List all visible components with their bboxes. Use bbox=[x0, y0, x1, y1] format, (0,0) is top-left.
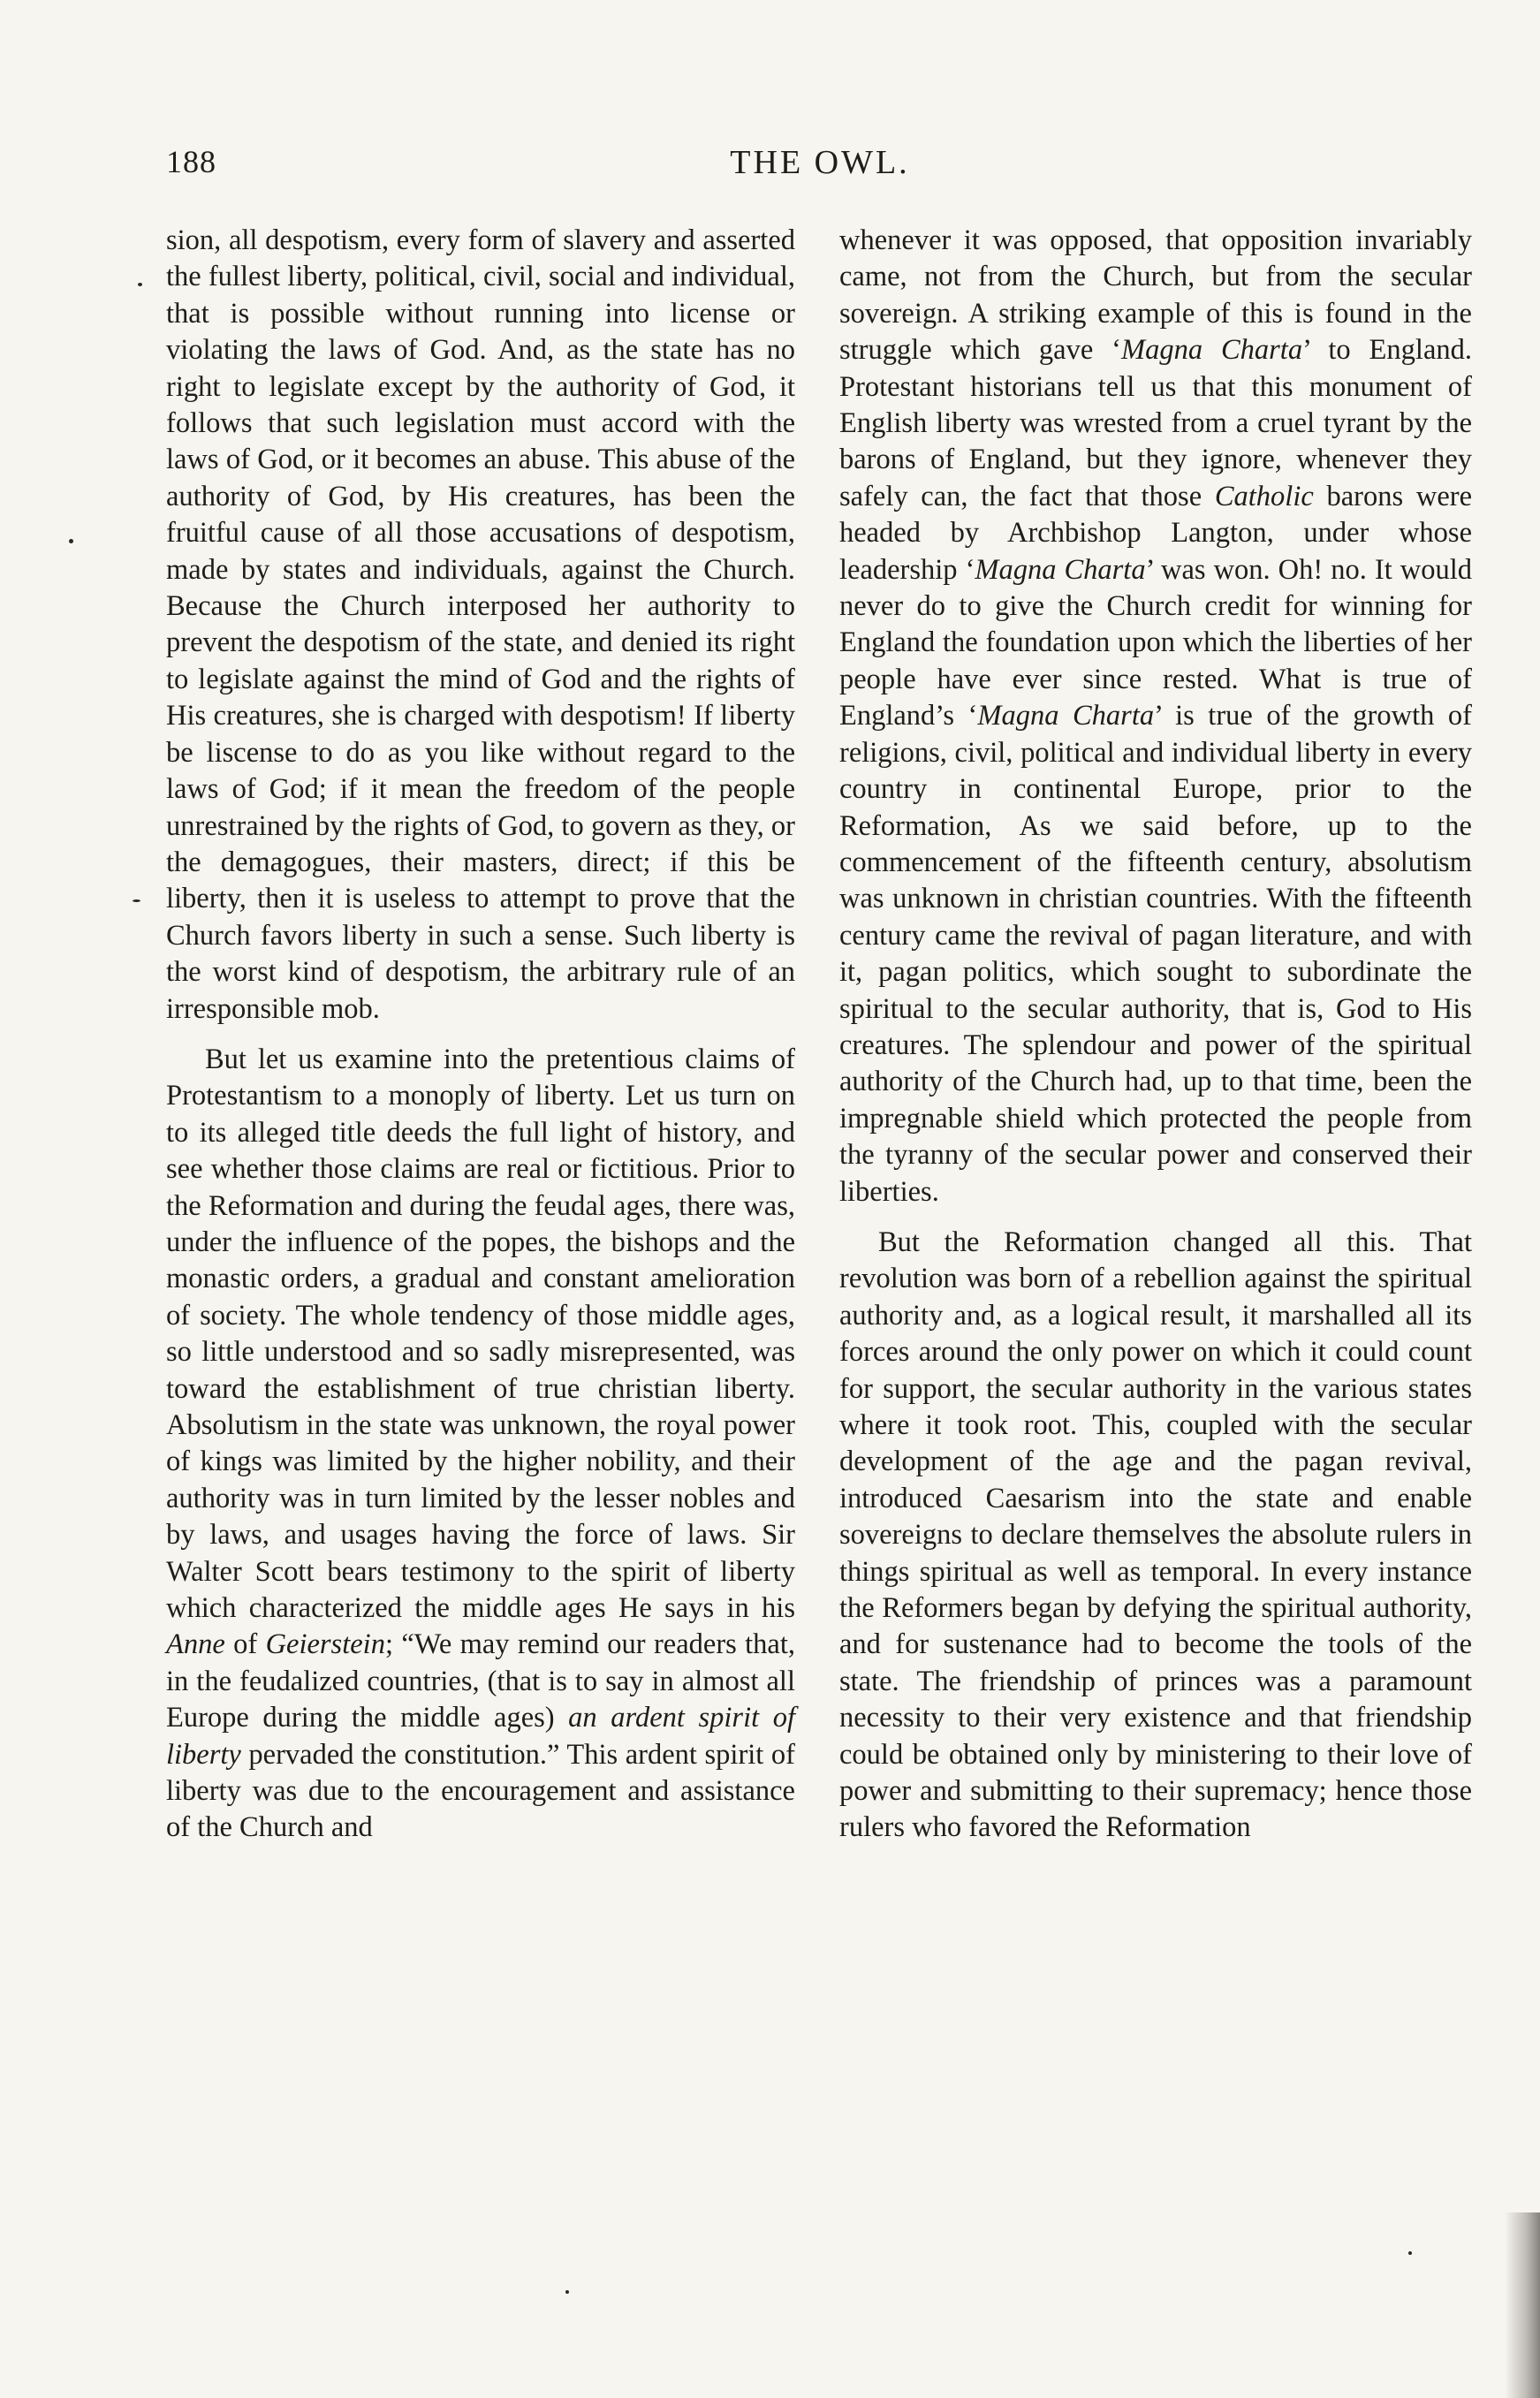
paragraph-text: of bbox=[224, 1628, 266, 1661]
paragraph-text: But let us examine into the pretentious claims of Protestantism to a monoply of liberty. Let us turn on to its alleged title deeds the full light of history, and see whether those claims are real or fictitious. Prior to the Reformation and during the feudal ages, there was, under the influence of the popes, the bishops and the monastic orders, a gradual and constant amelioration of society. The whole tendency of those middle ages, so little understood and so sadly misrepresented, was toward the establishment of true christian liberty. Absolutism in the state was unknown, the royal power of kings was limited by the higher nobility, and their authority was in turn limited by the lesser nobles and by laws, and usages having the force of laws. Sir Walter Scott bears testimony to the spirit of liberty which characterized the middle ages He says in his bbox=[166, 1043, 795, 1625]
paragraph-text: whenever it was opposed, that opposition invariably came, not from the Church, but from the secular sovereign. A striking example of this is found in the struggle which gave ‘ bbox=[839, 224, 1472, 367]
print-speck bbox=[138, 283, 142, 286]
page-edge-shadow bbox=[1505, 2212, 1540, 2398]
print-speck bbox=[69, 539, 73, 543]
italic-term: Magna Charta bbox=[975, 553, 1146, 586]
italic-term: Magna Charta bbox=[1121, 334, 1303, 367]
print-speck bbox=[565, 2290, 569, 2294]
paragraph bbox=[166, 1042, 795, 1847]
paragraph bbox=[839, 1225, 1472, 1847]
paragraph bbox=[839, 223, 1472, 1210]
paragraph-text: pervaded the constitution.” This ardent spirit of liberty was due to the encouragement and assistance of the Church and bbox=[166, 1738, 795, 1844]
running-title: THE OWL. bbox=[730, 144, 910, 181]
book-title-italic: Anne bbox=[166, 1628, 225, 1661]
paragraph bbox=[166, 223, 795, 1028]
paragraph-text: But the Reformation changed all this. That revolution was born of a rebellion against the spiritual authority and, as a logical result, it marshalled all its forces around the only power on which it could count for support, the secular authority in the various states where it took root. This, coupled with the secular development of the age and the pagan revival, introduced Caesarism into the state and enable sovereigns to declare themselves the absolute rulers in things spiritual as well as temporal. In every instance the Reformers began by defying the spiritual authority, and for sustenance had to become the tools of the state. The friendship of princes was a paramount necessity to their very existence and that friendship could be obtained only by ministering to their love of power and submitting to their supremacy; hence those rulers who favored the Reformation bbox=[839, 1226, 1472, 1844]
print-speck bbox=[133, 899, 140, 902]
paragraph-text: ’ is true of the growth of religions, civil, political and individual liberty in every country in continental Europe, prior to the Reformation, As we said before, up to the commencement of the fifteenth century, absolutism was unknown in christian countries. With the fifteenth century came the revival of pagan literature, and with it, pagan politics, which sought to subordinate the spiritual to the secular authority, that is, God to His creatures. The splendour and power of the spiritual authority of the Church had, up to that time, been the impregnable shield which protected the people from the tyranny of the secular power and conserved their liberties. bbox=[839, 700, 1472, 1208]
italic-term: Magna Charta bbox=[977, 700, 1155, 732]
paragraph-text: ’ was won. Oh! no. It would never do to give the Church credit for winning for England the foundation upon which the liberties of her people have ever since rested. What is true of England’s ‘ bbox=[839, 553, 1472, 732]
book-title-italic: Geierstein bbox=[265, 1628, 385, 1661]
paragraph-text: barons were headed by Archbishop Langton, under whose leadership ‘ bbox=[839, 480, 1472, 586]
paragraph-text: ’ to England. Protestant historians tell us that this monument of English liberty was wrested from a cruel tyrant by the barons of England, but they ignore, whenever they safely can, the fact that those bbox=[839, 334, 1472, 512]
left-column bbox=[166, 223, 795, 1847]
right-column bbox=[839, 223, 1472, 1847]
paragraph-text: sion, all despotism, every form of slavery and asserted the fullest liberty, political, civil, social and individual, that is possible without running into license or violating the laws of God. And, as the state has no right to legislate except by the authority of God, it follows that such legislation must accord with the laws of God, or it becomes an abuse. This abuse of the authority of God, by His creatures, has been the fruitful cause of all those accusations of despotism, made by states and individuals, against the Church. Because the Church interposed her authority to prevent the despotism of the state, and denied its right to legislate against the mind of God and the rights of His creatures, she is charged with despotism! If liberty be liscense to do as you like without regard to the laws of God; if it mean the freedom of the people unrestrained by the rights of God, to govern as they, or the demagogues, their masters, direct; if this be liberty, then it is useless to attempt to prove that the Church favors liberty in such a sense. Such liberty is the worst kind of despotism, the arbitrary rule of an irresponsible mob. bbox=[166, 224, 795, 1025]
print-speck bbox=[1408, 2251, 1412, 2255]
paragraph-text: ; “We may remind our readers that, in the feudalized countries, (that is to say in almost all Europe during the middle ages) bbox=[166, 1628, 796, 1734]
page-header bbox=[166, 143, 1474, 187]
quote-italic: an ardent spirit of liberty bbox=[166, 1702, 795, 1771]
page-number: 188 bbox=[166, 144, 216, 179]
italic-term: Catholic bbox=[1214, 480, 1314, 512]
